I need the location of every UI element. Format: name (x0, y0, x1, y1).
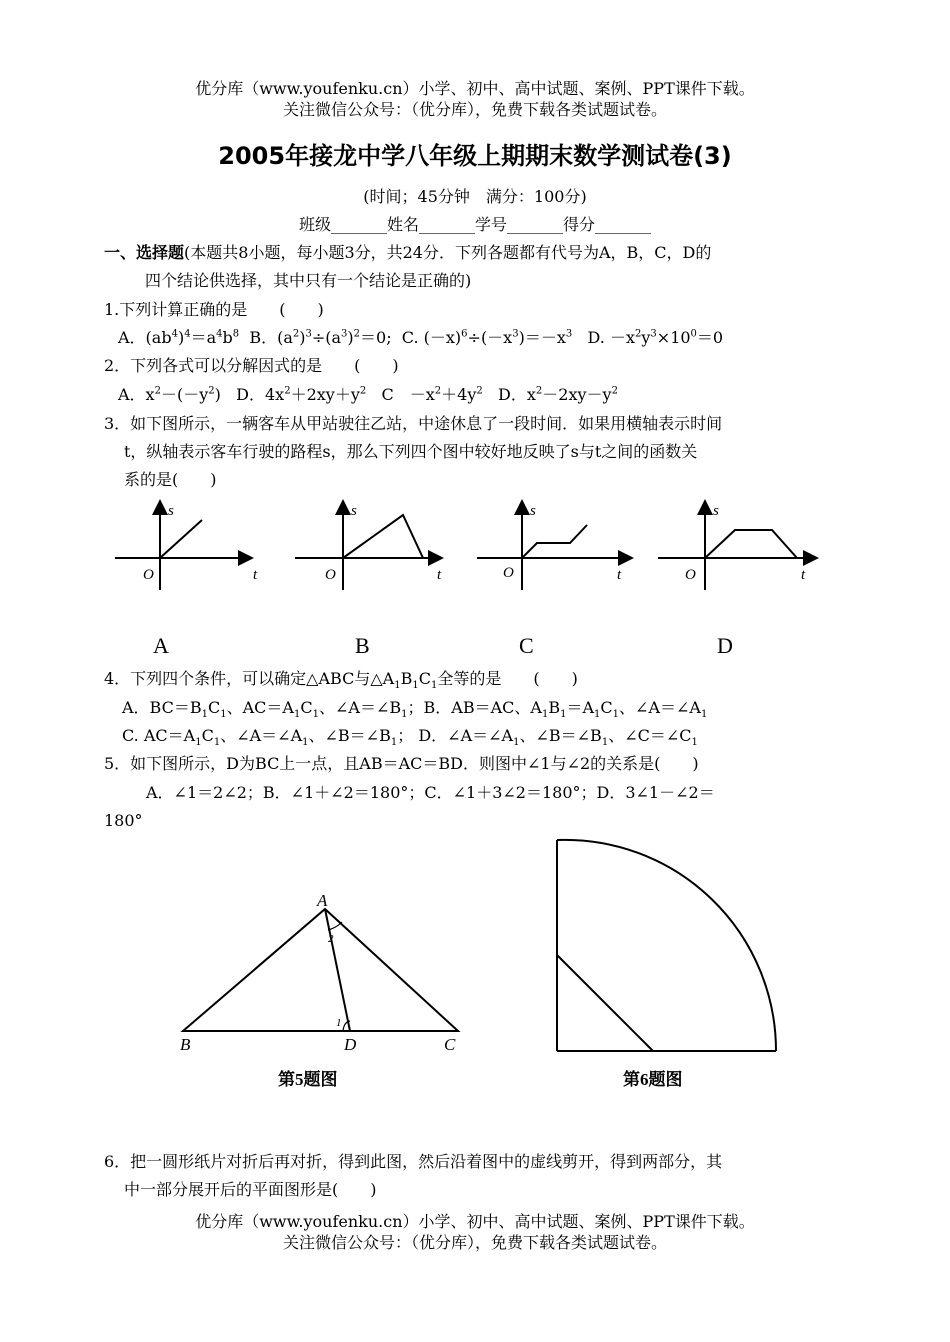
q5-options-line-1: A．∠1＝2∠2；B．∠1＋∠2＝180°；C．∠1＋3∠2＝180°；D．3∠1－∠2＝ (146, 783, 715, 802)
q3-graphs (105, 495, 825, 665)
graph-a (115, 503, 250, 590)
graph-a-s: s (168, 503, 174, 519)
graph-c-origin: O (503, 565, 514, 581)
label-b: B (180, 1035, 191, 1054)
q4-option-d: D．$\angle A=\angle A_1$、$\angle B=\angle B_1$、$\angle C=\angle C_1$ (418, 726, 698, 749)
cut-line (557, 955, 653, 1051)
label-angle-2: 2 (328, 933, 334, 945)
q6-figure (545, 830, 795, 1100)
page-title: 2005年接龙中学八年级上期期末数学测试卷(3) (218, 142, 732, 170)
section-1-intro (104, 242, 711, 264)
q2-option-c: C $-x^2+4y^2$ (381, 385, 483, 404)
graph-d-t: t (801, 567, 806, 583)
label-angle-1: 1 (336, 1017, 342, 1029)
q3-line-3: 系的是( ) (124, 470, 217, 489)
triangle-abc (183, 909, 458, 1031)
student-fields: 班级_______姓名_______学号_______得分_______ (298, 215, 651, 234)
graph-label-a: A (153, 633, 169, 658)
label-a: A (317, 891, 328, 910)
q2-option-a: A．$x^2-(-y^2)$ (118, 385, 221, 404)
q4-options-cd (122, 725, 698, 747)
q1-option-d: D. $-x^2y^3\times 10^0=0$ (587, 328, 724, 347)
q3-line-1: 3．如下图所示，一辆客车从甲站驶往乙站，中途休息了一段时间．如果用横轴表示时间 (104, 414, 723, 433)
q5-stem: 5．如下图所示，D为BC上一点，且AB＝AC＝BD．则图中∠1与∠2的关系是( ) (104, 754, 699, 773)
graph-a-t: t (253, 567, 258, 583)
graph-label-c: C (519, 633, 534, 658)
exam-info: (时间；45分钟 满分：100分) (363, 187, 587, 206)
q4-option-c: C. $AC=A_1C_1$、$\angle A=\angle A_1$、$\angle B=\angle B_1$； (122, 726, 414, 749)
graph-d-s: s (713, 503, 719, 519)
q1-options (118, 327, 723, 349)
q1-option-c: C. $(-x)^6\div(-x^3)=-x^3$ (401, 328, 573, 347)
q1-option-a: A．$(ab^4)^4=a^4b^8$ (118, 328, 240, 347)
q5-options-line-2: 180° (104, 811, 143, 830)
q4-option-a: A．$BC=B_1C_1$、$AC=A_1C_1$、$\angle A=\angle B_1$； (122, 698, 424, 721)
q3-line-2: t，纵轴表示客车行驶的路程s，那么下列四个图中较好地反映了s与t之间的函数关 (124, 442, 698, 461)
footer-line-2: 关注微信公众号：（优分库），免费下载各类试题试卷。 (282, 1233, 667, 1252)
q2-option-d: D．$x^2-2xy-y^2$ (498, 385, 618, 404)
quarter-arc (557, 840, 776, 1051)
q2-stem: 2．下列各式可以分解因式的是 ( ) (104, 356, 399, 375)
graph-d-origin: O (685, 567, 696, 583)
section-heading: 一、选择题 (104, 243, 185, 262)
graph-b-origin: O (325, 567, 336, 583)
q2-options (118, 384, 618, 406)
graph-c-s: s (530, 503, 536, 519)
q1-option-b: B．$(a^2)^3\div(a^3)^2=0$; (249, 328, 392, 347)
q2-option-b: D．$4x^2+2xy+y^2$ (236, 385, 367, 404)
graph-b (295, 503, 440, 590)
graph-c-t: t (617, 567, 622, 583)
section-intro-line-2: 四个结论供选择，其中只有一个结论是正确的) (145, 271, 472, 290)
header-line-2: 关注微信公众号：（优分库），免费下载各类试题试卷。 (282, 100, 667, 119)
header-line-1: 优分库（www.youfenku.cn）小学、初中、高中试题、案例、PPT课件下载。 (195, 79, 755, 98)
graph-label-d: D (717, 633, 733, 658)
graph-a-origin: O (143, 567, 154, 583)
graph-b-t: t (437, 567, 442, 583)
section-intro-line-1: (本题共8小题，每小题3分，共24分．下列各题都有代号为A，B，C，D的 (184, 243, 712, 262)
q5-figure (170, 890, 470, 1100)
q4-option-b: B．AB＝AC、$A_1B_1=A_1C_1$、$\angle A=\angle A_1$ (423, 698, 708, 721)
q4-options-ab (122, 697, 707, 719)
label-d: D (344, 1035, 357, 1054)
graph-d (658, 503, 815, 590)
q5-figure-caption: 第5题图 (278, 1070, 338, 1089)
q6-figure-caption: 第6题图 (623, 1070, 683, 1089)
graph-label-b: B (355, 633, 370, 658)
label-c: C (444, 1035, 456, 1054)
q1-stem: 1.下列计算正确的是 ( ) (104, 300, 324, 319)
q4-stem: 4．下列四个条件，可以确定△ABC与$\triangle A_1B_1C_1$全等的是 ( ) (104, 669, 578, 692)
graph-b-s: s (351, 503, 357, 519)
footer-line-1: 优分库（www.youfenku.cn）小学、初中、高中试题、案例、PPT课件下载。 (195, 1212, 755, 1231)
q6-line-2: 中一部分展开后的平面图形是( ) (124, 1180, 377, 1199)
graph-c (477, 503, 630, 590)
q6-line-1: 6．把一圆形纸片对折后再对折，得到此图，然后沿着图中的虚线剪开，得到两部分，其 (104, 1152, 723, 1171)
